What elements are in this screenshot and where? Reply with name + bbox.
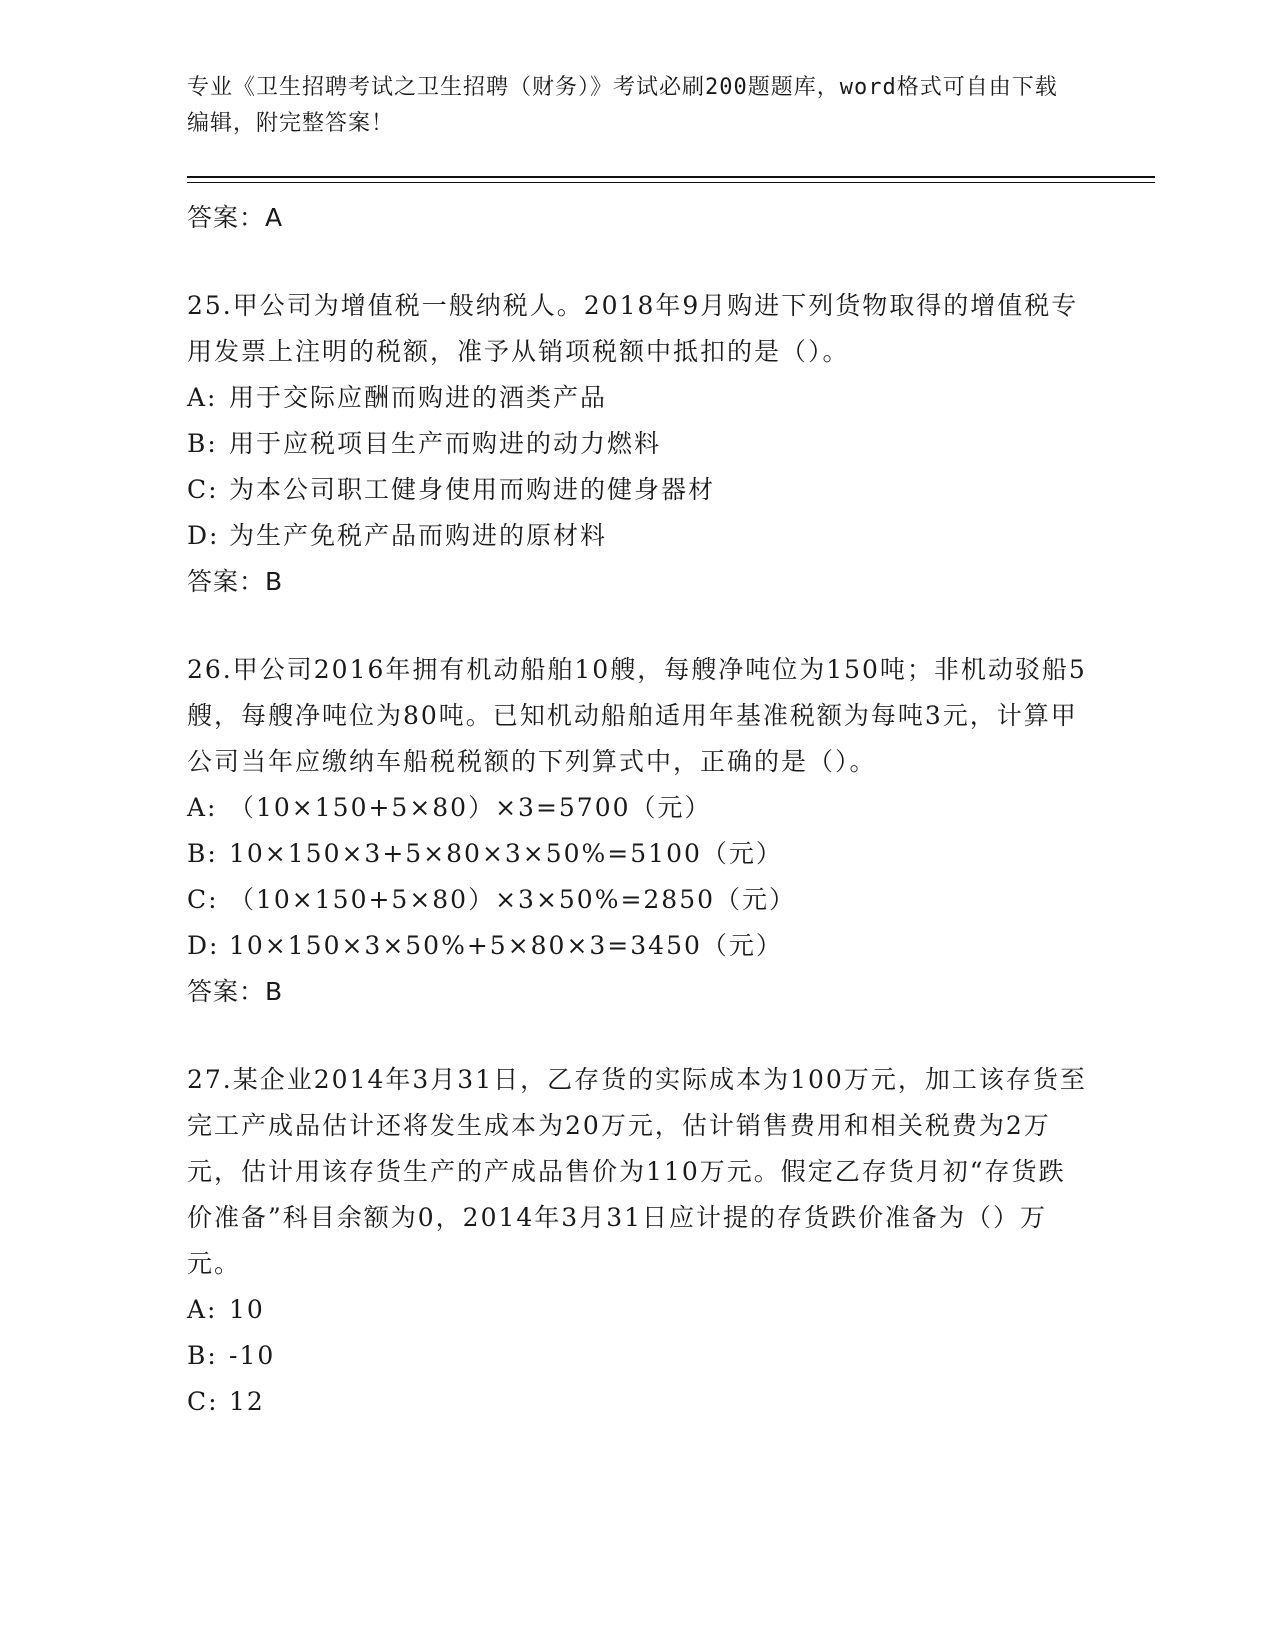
option-text: 为本公司职工健身使用而购进的健身器材 bbox=[229, 475, 716, 504]
question-25 bbox=[187, 283, 1147, 605]
option-b bbox=[187, 831, 1147, 877]
answer-line: 答案：B bbox=[187, 567, 284, 596]
option-a bbox=[187, 1287, 1147, 1333]
option-key: C: bbox=[187, 885, 219, 914]
question-stem: 27.某企业2014年3月31日，乙存货的实际成本为100万元，加工该存货至完工产成品估计还将发生成本为20万元，估计销售费用和相关税费为2万元，估计用该存货生产的产成品售价为110万元。假定乙存货月初“存货跌价准备”科目余额为0，2014年3月31日应计提的存货跌价准备为（）万元。 bbox=[187, 1065, 1087, 1278]
question-26 bbox=[187, 647, 1147, 1015]
option-key: C: bbox=[187, 1387, 219, 1416]
question-27 bbox=[187, 1057, 1147, 1425]
option-key: B: bbox=[187, 429, 218, 458]
option-key: A: bbox=[187, 1295, 218, 1324]
option-text: 用于应税项目生产而购进的动力燃料 bbox=[229, 429, 662, 458]
option-key: C: bbox=[187, 475, 219, 504]
document-page bbox=[187, 70, 1147, 1425]
option-text: -10 bbox=[229, 1341, 276, 1370]
option-key: D: bbox=[187, 521, 220, 550]
option-d bbox=[187, 513, 1147, 559]
question-stem: 25.甲公司为增值税一般纳税人。2018年9月购进下列货物取得的增值税专用发票上注明的税额，准予从销项税额中抵扣的是（）。 bbox=[187, 291, 1079, 366]
option-text: 10 bbox=[229, 1295, 265, 1324]
question-stem: 26.甲公司2016年拥有机动船舶10艘，每艘净吨位为150吨；非机动驳船5艘，每艘净吨位为80吨。已知机动船舶适用年基准税额为每吨3元，计算甲公司当年应缴纳车船税税额的下列算式中，正确的是（）。 bbox=[187, 655, 1087, 776]
document-header: 专业《卫生招聘考试之卫生招聘（财务）》考试必刷200题题库，word格式可自由下载编辑，附完整答案！ bbox=[187, 75, 1058, 136]
option-d bbox=[187, 923, 1147, 969]
option-c bbox=[187, 877, 1147, 923]
answer-line: 答案：B bbox=[187, 977, 284, 1006]
option-key: B: bbox=[187, 839, 218, 868]
option-text: 12 bbox=[229, 1387, 265, 1416]
answer-line: 答案：A bbox=[187, 203, 284, 232]
option-text: 10×150×3×50%+5×80×3=3450（元） bbox=[229, 931, 783, 960]
option-text: （10×150+5×80）×3×50%=2850（元） bbox=[229, 885, 797, 914]
option-key: D: bbox=[187, 931, 220, 960]
option-c bbox=[187, 1379, 1147, 1425]
header-divider bbox=[187, 176, 1155, 183]
option-text: 为生产免税产品而购进的原材料 bbox=[229, 521, 608, 550]
option-text: 用于交际应酬而购进的酒类产品 bbox=[229, 383, 608, 412]
option-a bbox=[187, 375, 1147, 421]
option-c bbox=[187, 467, 1147, 513]
option-text: （10×150+5×80）×3=5700（元） bbox=[229, 793, 712, 822]
option-text: 10×150×3+5×80×3×50%=5100（元） bbox=[229, 839, 783, 868]
option-key: A: bbox=[187, 383, 218, 412]
option-key: A: bbox=[187, 793, 218, 822]
option-b bbox=[187, 421, 1147, 467]
option-a bbox=[187, 785, 1147, 831]
option-key: B: bbox=[187, 1341, 218, 1370]
option-b bbox=[187, 1333, 1147, 1379]
